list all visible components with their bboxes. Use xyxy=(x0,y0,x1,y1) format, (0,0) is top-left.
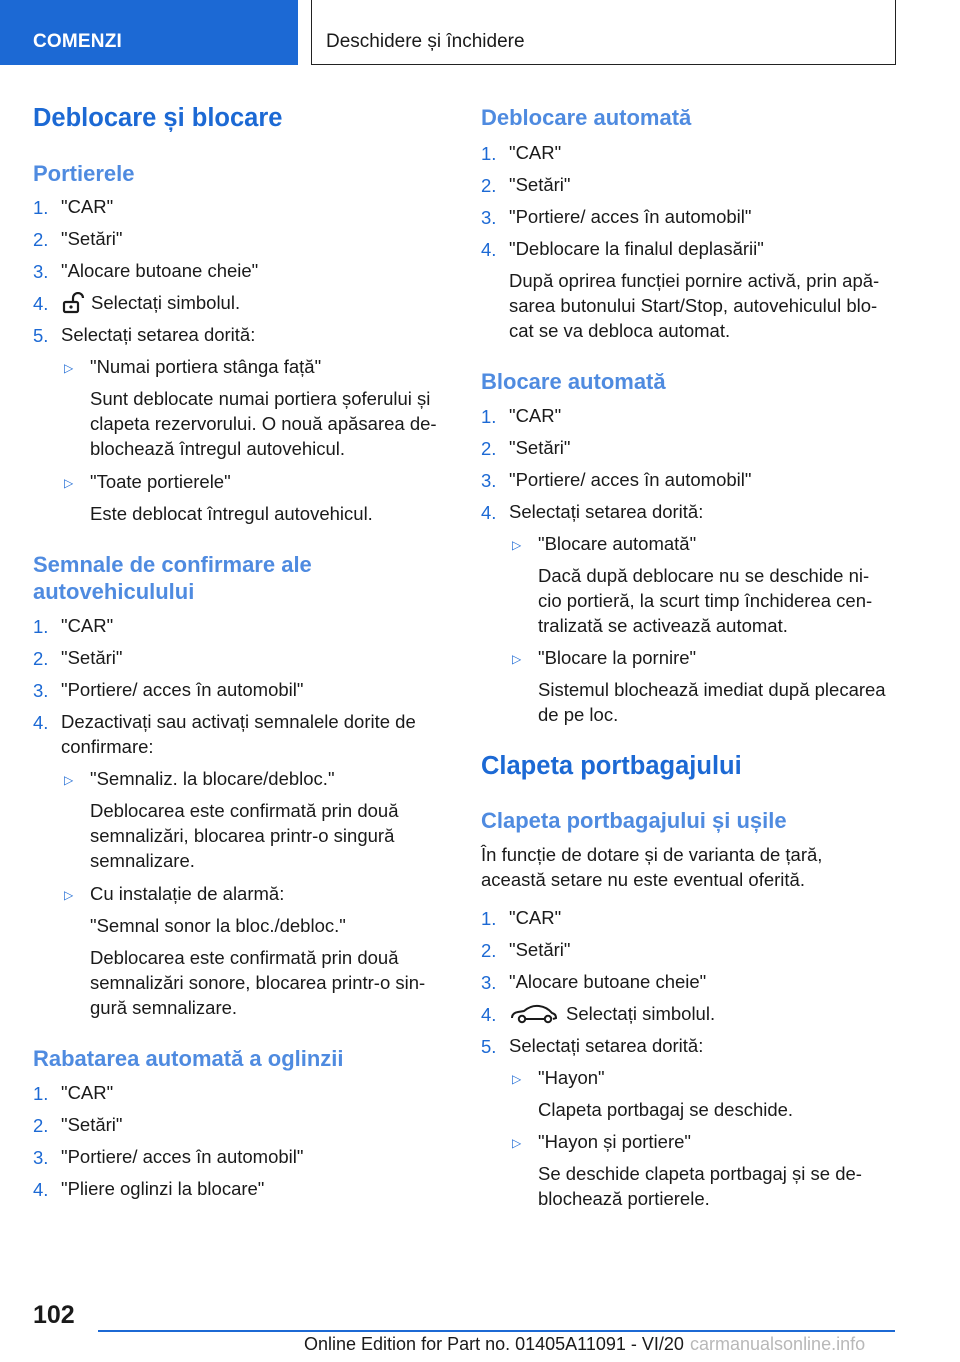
list-item: Dezactivați sau activați semnalele dorite de xyxy=(61,711,416,732)
heading-auto-lock: Blocare automată xyxy=(481,369,666,394)
list-item: "CAR" xyxy=(61,615,114,636)
list-number: 3. xyxy=(33,680,49,701)
list-number: 2. xyxy=(33,1115,49,1136)
list-item: "Setări" xyxy=(61,1114,123,1135)
option-desc: Sistemul blochează imediat după plecarea xyxy=(538,679,886,700)
list-number: 2. xyxy=(481,175,497,196)
list-number: 4. xyxy=(33,1179,49,1200)
option-desc: Clapeta portbagaj se deschide. xyxy=(538,1099,794,1120)
list-item: "Portiere/ acces în automobil" xyxy=(509,469,752,490)
section-tab xyxy=(0,0,298,65)
list-item: "Portiere/ acces în automobil" xyxy=(509,206,752,227)
list-item: "Pliere oglinzi la blocare" xyxy=(61,1178,265,1199)
heading-auto-unlock: Deblocare automată xyxy=(481,105,692,130)
list-item: "Setări" xyxy=(61,228,123,249)
list-item: "Deblocare la finalul deplasării" xyxy=(509,238,764,259)
option-desc: Dacă după deblocare nu se deschide ni- xyxy=(538,565,870,586)
list-number: 2. xyxy=(481,438,497,459)
list-number: 1. xyxy=(33,197,49,218)
bullet-triangle: ▷ xyxy=(64,361,74,375)
page-title: Deblocare și blocare xyxy=(33,104,283,132)
heading-confirmation: Semnale de confirmare ale xyxy=(33,552,312,577)
list-item-cont: confirmare: xyxy=(61,736,154,757)
list-number: 3. xyxy=(481,470,497,491)
option-desc: gură semnalizare. xyxy=(90,997,238,1018)
chapter-tab xyxy=(311,0,896,65)
option-label: "Blocare la pornire" xyxy=(538,647,697,668)
list-number: 2. xyxy=(33,648,49,669)
option-label: "Blocare automată" xyxy=(538,533,697,554)
option-label: "Hayon" xyxy=(538,1067,605,1088)
list-item: Selectați simbolul. xyxy=(566,1003,716,1024)
section-label: COMENZI xyxy=(33,31,123,52)
page-number: 102 xyxy=(33,1301,75,1329)
list-number: 4. xyxy=(33,293,49,314)
bullet-triangle: ▷ xyxy=(512,1072,522,1086)
list-item: "Setări" xyxy=(509,174,571,195)
list-number: 3. xyxy=(481,207,497,228)
intro-text: În funcție de dotare și de varianta de țară, xyxy=(481,844,823,865)
list-number: 5. xyxy=(33,325,49,346)
watermark: carmanualsonline.info xyxy=(690,1334,866,1354)
list-number: 2. xyxy=(481,940,497,961)
option-label: Cu instalație de alarmă: xyxy=(90,883,285,904)
list-number: 2. xyxy=(33,229,49,250)
heading-confirmation-line2: autovehiculului xyxy=(33,579,195,604)
bullet-triangle: ▷ xyxy=(512,652,522,666)
list-item: "Portiere/ acces în automobil" xyxy=(61,679,304,700)
list-number: 4. xyxy=(481,239,497,260)
bullet-triangle: ▷ xyxy=(64,888,74,902)
option-desc: blochează întregul autovehicul. xyxy=(90,438,346,459)
intro-text: această setare nu este eventual oferită. xyxy=(481,869,805,890)
chapter-label: Deschidere și închidere xyxy=(326,31,525,52)
option-desc: Este deblocat întregul autovehicul. xyxy=(90,503,373,524)
item-desc: cat se va debloca automat. xyxy=(509,320,731,341)
list-number: 3. xyxy=(33,261,49,282)
option-desc: Sunt deblocate numai portiera șoferului și xyxy=(90,388,431,409)
edition-text: Online Edition for Part no. 01405A11091 - VI/20 xyxy=(304,1334,684,1354)
footer-divider xyxy=(98,1330,895,1332)
list-number: 1. xyxy=(33,1083,49,1104)
list-number: 4. xyxy=(481,1004,497,1025)
unlock-icon xyxy=(61,292,87,314)
list-item: Selectați setarea dorită: xyxy=(61,324,256,345)
heading-portierele: Portierele xyxy=(33,161,135,186)
list-number: 4. xyxy=(33,712,49,733)
option-desc: clapeta rezervorului. O nouă apăsarea de- xyxy=(90,413,437,434)
list-number: 1. xyxy=(481,406,497,427)
list-number: 3. xyxy=(481,972,497,993)
list-item: "Setări" xyxy=(509,939,571,960)
list-item: "CAR" xyxy=(509,405,562,426)
option-desc: cio portieră, la scurt timp închiderea cen- xyxy=(538,590,873,611)
list-item: "CAR" xyxy=(61,196,114,217)
option-desc: semnalizări, blocarea printr-o singură xyxy=(90,825,395,846)
list-item: "Portiere/ acces în automobil" xyxy=(61,1146,304,1167)
bullet-triangle: ▷ xyxy=(64,773,74,787)
option-desc: Deblocarea este confirmată prin două xyxy=(90,947,399,968)
option-label: "Hayon și portiere" xyxy=(538,1131,691,1152)
list-item: "Alocare butoane cheie" xyxy=(509,971,707,992)
list-number: 4. xyxy=(481,502,497,523)
list-item: "Setări" xyxy=(61,647,123,668)
option-desc: "Semnal sonor la bloc./debloc." xyxy=(90,915,346,936)
option-desc: semnalizare. xyxy=(90,850,195,871)
list-item: "CAR" xyxy=(61,1082,114,1103)
heading-mirror: Rabatarea automată a oglinzii xyxy=(33,1046,344,1071)
option-desc: Se deschide clapeta portbagaj și se de- xyxy=(538,1163,862,1184)
bullet-triangle: ▷ xyxy=(512,1136,522,1150)
list-item: "Alocare butoane cheie" xyxy=(61,260,259,281)
heading-trunk-doors: Clapeta portbagajului și ușile xyxy=(481,808,787,833)
item-desc: sarea butonului Start/Stop, autovehiculul blo- xyxy=(509,295,878,316)
section-title-trunk: Clapeta portbagajului xyxy=(481,752,742,780)
option-desc: blochează portierele. xyxy=(538,1188,710,1209)
list-item: "CAR" xyxy=(509,142,562,163)
car-icon xyxy=(509,1002,559,1026)
option-desc: de pe loc. xyxy=(538,704,619,725)
option-label: "Semnaliz. la blocare/debloc." xyxy=(90,768,335,789)
list-item: "CAR" xyxy=(509,907,562,928)
bullet-triangle: ▷ xyxy=(512,538,522,552)
option-desc: semnalizări sonore, blocarea printr-o sin- xyxy=(90,972,426,993)
list-number: 1. xyxy=(33,616,49,637)
option-label: "Numai portiera stânga față" xyxy=(90,356,322,377)
list-item: Selectați setarea dorită: xyxy=(509,1035,704,1056)
list-item: Selectați setarea dorită: xyxy=(509,501,704,522)
list-item: Selectați simbolul. xyxy=(91,292,241,313)
list-number: 3. xyxy=(33,1147,49,1168)
list-item: "Setări" xyxy=(509,437,571,458)
option-label: "Toate portierele" xyxy=(90,471,231,492)
item-desc: După oprirea funcției pornire activă, prin apă- xyxy=(509,270,880,291)
option-desc: tralizată se activează automat. xyxy=(538,615,788,636)
option-desc: Deblocarea este confirmată prin două xyxy=(90,800,399,821)
bullet-triangle: ▷ xyxy=(64,476,74,490)
list-number: 5. xyxy=(481,1036,497,1057)
list-number: 1. xyxy=(481,143,497,164)
list-number: 1. xyxy=(481,908,497,929)
